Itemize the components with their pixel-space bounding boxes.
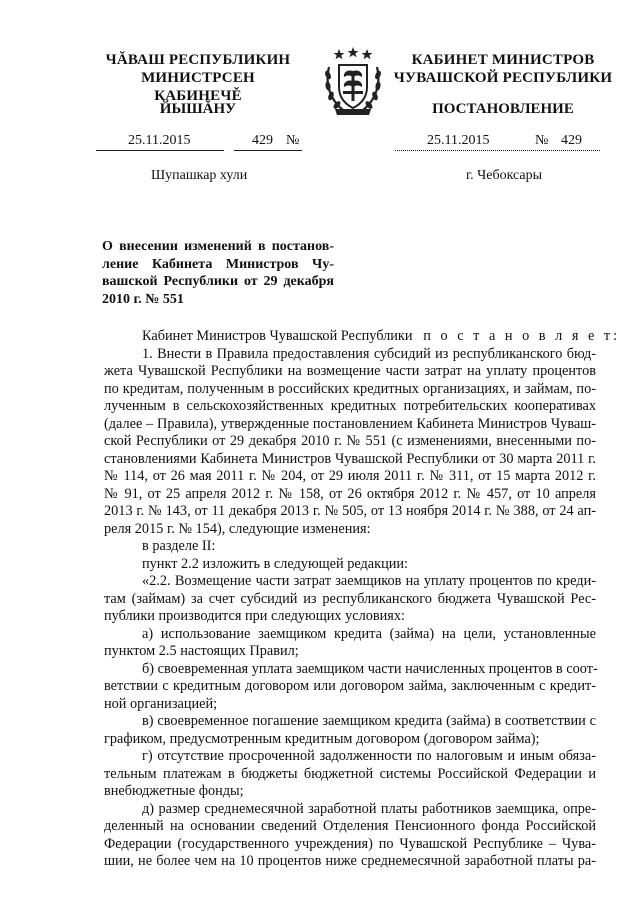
body-line: публики производится при следующих условиях: (104, 608, 405, 624)
body-line: ной организацией; (104, 695, 218, 712)
body-line: по кредитам, полученным в российских кредитных организациях, и займам, по- (104, 380, 596, 397)
body-line: шии, не более чем на 10 процентов ниже среднемесячной заработной платы ра- (104, 853, 596, 869)
subject-line: О внесении изменений в постанов- (102, 239, 334, 254)
right-date: 25.11.2015 (427, 133, 490, 148)
intro-decree-word: п о с т а н о в л я е т: (423, 328, 621, 344)
left-number: 429 (252, 133, 273, 148)
body-line: внебюджетные фонды; (104, 783, 244, 799)
body-line: № 114, от 26 мая 2011 г. № 204, от 29 июля 2011 г. № 311, от 15 марта 2012 г. (104, 468, 596, 484)
body-line: ской Республики от 29 декабря 2010 г. № 551 (с изменениями, внесенными по- (104, 433, 596, 449)
right-place: г. Чебоксары (466, 168, 543, 183)
subject-line: ление Кабинета Министров Чу- (102, 256, 334, 272)
body-line: становлениями Кабинета Министров Чувашской Республики от 30 марта 2011 г. (104, 450, 596, 467)
left-date-line (96, 133, 304, 151)
body-line: ветствии с кредитным договором или договором займа, заключенным с кредит- (104, 678, 596, 694)
left-doctype: ЙЫШĂНУ (159, 101, 237, 117)
document-subject (102, 238, 334, 308)
left-number-underline (234, 150, 302, 151)
body-line: Федерации (государственного учреждения) по Чувашской Республике – Чува- (104, 835, 596, 852)
right-number: 429 (561, 133, 582, 148)
body-intro (104, 328, 621, 346)
body-line: 2013 г. № 143, от 11 декабря 2013 г. № 505, от 13 ноября 2014 г. № 388, от 24 ап- (104, 503, 596, 519)
intro-prefix: Кабинет Министров Чувашской Республики (142, 328, 413, 344)
left-org-line1: ЧĂВАШ РЕСПУБЛИКИН (105, 52, 291, 68)
right-org-line1: КАБИНЕТ МИНИСТРОВ (411, 52, 595, 68)
body-line: лученным в сельскохозяйственных кредитных потребительских кооперативах (104, 398, 596, 414)
left-number-sign: № (286, 133, 300, 148)
subject-line: 2010 г. № 551 (102, 291, 184, 307)
body-line: деленный на основании сведений Отделения Пенсионного фонда Российской (104, 818, 596, 834)
right-org-name (388, 51, 618, 87)
body-line: жета Чувашской Республики на возмещение части затрат на уплату процентов (104, 363, 596, 379)
left-org-line2: МИНИСТРСЕН КАБИНЕЧĚ (141, 70, 255, 104)
body-line: д) размер среднемесячной заработной платы работников заемщика, опре- (142, 800, 596, 817)
body-line: реля 2015 г. № 154), следующие изменения: (104, 520, 371, 537)
right-date-line (395, 133, 600, 151)
right-org-line2: ЧУВАШСКОЙ РЕСПУБЛИКИ (393, 70, 613, 86)
right-date-underline (395, 150, 600, 151)
body-line: в) своевременное погашение заемщиком кредита (займа) в соответствии с (142, 713, 596, 729)
body-line: пункт 2.2 изложить в следующей редакции: (142, 555, 409, 572)
left-org-name (98, 51, 298, 105)
left-place: Шупашкар хули (151, 168, 248, 183)
body-line: г) отсутствие просроченной задолженности по налоговым и иным обяза- (142, 748, 596, 764)
left-date: 25.11.2015 (128, 133, 191, 148)
body-line: графиком, предусмотренным кредитным договором (договором займа); (104, 730, 540, 747)
body-line: (далее – Правила), утвержденные постановлением Кабинета Министров Чуваш- (104, 415, 596, 432)
body-line: № 91, от 25 апреля 2012 г. № 158, от 26 октября 2012 г. № 457, от 10 апреля (104, 485, 596, 502)
body-line: пунктом 2.5 настоящих Правил; (104, 643, 299, 659)
right-doctype: ПОСТАНОВЛЕНИЕ (432, 101, 574, 117)
body-line: в разделе II: (142, 538, 216, 554)
body-line: а) использование заемщиком кредита (займа) на цели, установленные (142, 625, 596, 642)
body-lines (104, 346, 596, 871)
chuvash-coat-of-arms-icon (319, 45, 387, 119)
body-line: там (займам) за счет субсидий из республиканского бюджета Чувашской Рес- (104, 590, 596, 607)
body-line: «2.2. Возмещение части затрат заемщиков на уплату процентов по креди- (142, 573, 596, 589)
left-date-underline (96, 150, 224, 151)
subject-line: вашской Республики от 29 декабря (102, 274, 334, 289)
body-line: 1. Внести в Правила предоставления субсидий из республиканского бюд- (142, 345, 596, 362)
body-line: тельным платежам в бюджеты бюджетной системы Российской Федерации и (104, 765, 596, 782)
document-body (104, 328, 621, 871)
right-number-sign: № (535, 133, 549, 148)
body-line: б) своевременная уплата заемщиком части начисленных процентов в соот- (142, 660, 598, 677)
